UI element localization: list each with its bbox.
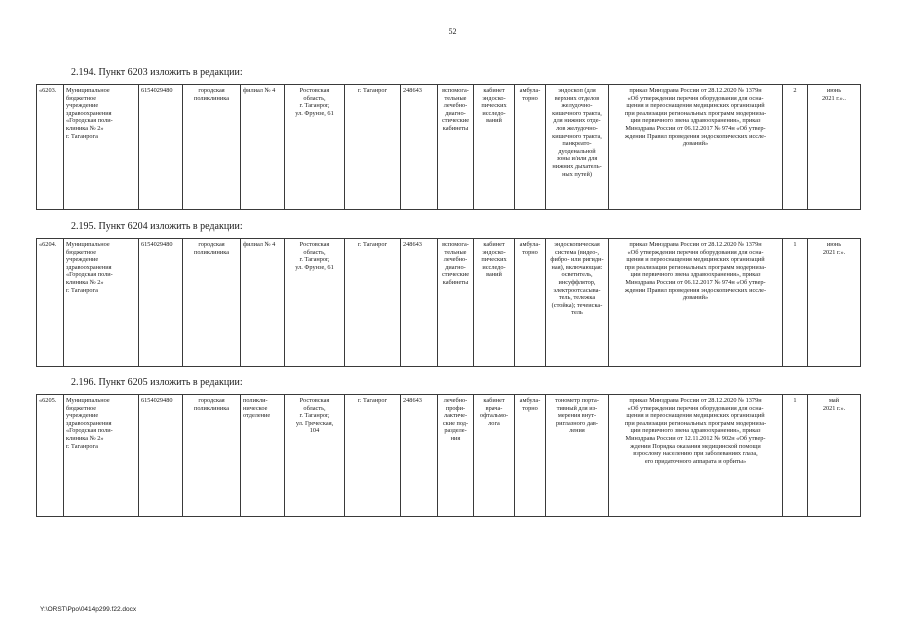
cell-org-line: бюджетное bbox=[66, 248, 96, 256]
cell-room-line: исследо- bbox=[482, 263, 506, 271]
cell-org-line: клиника № 2» bbox=[66, 278, 104, 286]
cell-dept-line: профи- bbox=[445, 404, 466, 412]
cell-org-line: учреждение bbox=[66, 412, 99, 420]
cell-org-line: «Городская поли- bbox=[66, 271, 113, 279]
cell-basis-line: Минздрава России от 06.12.2017 № 974н «Об утвер- bbox=[625, 278, 766, 286]
cell-dept-line: лактиче- bbox=[443, 412, 468, 420]
cell-basis-line: приказ Минздрава России от 28.12.2020 № 1379н bbox=[629, 87, 762, 94]
cell-basis-line: щения и переоснащения медицинских организаций bbox=[626, 256, 765, 264]
cell-equipment-line: желудочно- bbox=[561, 102, 593, 110]
cell-basis-line: ждении Правил проведения эндоскопических иссле- bbox=[624, 132, 767, 140]
cell-branch bbox=[241, 85, 285, 210]
cell-org-line: Муниципальное bbox=[66, 87, 110, 94]
cell-type-line: городская bbox=[198, 397, 225, 404]
cell-inn bbox=[139, 85, 183, 210]
cell-type bbox=[183, 395, 241, 517]
cell-code bbox=[401, 239, 438, 367]
section-heading-6204: 2.195. Пункт 6204 изложить в редакции: bbox=[71, 221, 243, 232]
cell-qty-line: 1 bbox=[793, 397, 797, 404]
cell-dept-line: кабинеты bbox=[442, 124, 469, 132]
cell-equipment-line: электроотсасыва- bbox=[553, 286, 601, 294]
cell-inn-line: 6154029480 bbox=[141, 397, 173, 404]
page-number: 52 bbox=[448, 27, 457, 36]
cell-num bbox=[37, 395, 64, 517]
cell-dept-line: лечебно- bbox=[443, 256, 468, 264]
cell-address bbox=[285, 85, 345, 210]
cell-equipment-line: фибро- или ригидн- bbox=[550, 256, 604, 264]
cell-org-line: учреждение bbox=[66, 256, 99, 264]
cell-org bbox=[64, 85, 139, 210]
cell-num bbox=[37, 239, 64, 367]
cell-room bbox=[474, 85, 515, 210]
section-heading-6205: 2.196. Пункт 6205 изложить в редакции: bbox=[71, 377, 243, 388]
cell-equipment-line: ления bbox=[569, 427, 585, 435]
cell-equipment bbox=[546, 85, 609, 210]
cell-org-line: «Городская поли- bbox=[66, 117, 113, 125]
cell-dept-line: тельные bbox=[444, 94, 467, 102]
cell-room-line: офтальмо- bbox=[479, 412, 509, 420]
cell-mode-line: амбула- bbox=[519, 397, 541, 404]
cell-org-line: Муниципальное bbox=[66, 397, 110, 404]
cell-dept bbox=[438, 85, 474, 210]
cell-equipment-line: тивный для из- bbox=[556, 404, 598, 412]
cell-date-line: 2021 г.». bbox=[822, 404, 846, 412]
cell-dept-line: диагно- bbox=[445, 109, 466, 117]
cell-dept-line: кабинеты bbox=[442, 278, 469, 286]
cell-basis-line: приказ Минздрава России от 28.12.2020 № 1379н bbox=[629, 241, 762, 248]
cell-basis bbox=[609, 395, 783, 517]
cell-code bbox=[401, 395, 438, 517]
cell-address-line: область, bbox=[303, 404, 326, 412]
cell-equipment-line: кишечного тракта, bbox=[552, 109, 602, 117]
cell-qty-line: 2 bbox=[793, 87, 797, 94]
cell-basis-line: щения и переоснащения медицинских организаций bbox=[626, 412, 765, 420]
cell-dept bbox=[438, 239, 474, 367]
cell-room bbox=[474, 239, 515, 367]
cell-basis-line: ждении Порядка оказания медицинской помощи bbox=[630, 442, 761, 450]
cell-city bbox=[345, 395, 401, 517]
cell-num bbox=[37, 85, 64, 210]
cell-org-line: г. Таганрога bbox=[66, 442, 98, 450]
cell-equipment-line: верхних отделов bbox=[554, 94, 600, 102]
table-row-6203 bbox=[36, 84, 861, 210]
cell-org-line: бюджетное bbox=[66, 404, 96, 412]
cell-dept-line: стические bbox=[441, 117, 470, 125]
cell-dept-line: диагно- bbox=[445, 263, 466, 271]
section-heading-6203: 2.194. Пункт 6203 изложить в редакции: bbox=[71, 67, 243, 78]
cell-mode-line: торно bbox=[522, 404, 538, 412]
cell-mode bbox=[515, 239, 546, 367]
file-path-footer: Y:\ORST\Ppo\0414p299.f22.docx bbox=[40, 606, 137, 613]
cell-branch bbox=[241, 395, 285, 517]
cell-room-line: ваний bbox=[486, 271, 502, 279]
cell-address-line: ул. Фрунзе, 61 bbox=[295, 109, 334, 117]
cell-org-line: Муниципальное bbox=[66, 241, 110, 248]
cell-type bbox=[183, 239, 241, 367]
cell-equipment-line: система (видео-, bbox=[554, 248, 600, 256]
cell-org bbox=[64, 395, 139, 517]
cell-address-line: Ростовская bbox=[299, 397, 330, 404]
cell-address-line: область, bbox=[303, 248, 326, 256]
cell-mode bbox=[515, 395, 546, 517]
cell-date bbox=[808, 239, 861, 367]
cell-org-line: г. Таганрога bbox=[66, 286, 98, 294]
cell-basis-line: «Об утверждении перечня оборудования для осна- bbox=[627, 248, 764, 256]
cell-address-line: г. Таганрог, bbox=[299, 102, 330, 110]
cell-num-line: «6203. bbox=[39, 87, 57, 94]
cell-basis-line: щения и переоснащения медицинских организаций bbox=[626, 102, 765, 110]
cell-mode bbox=[515, 85, 546, 210]
cell-equipment-line: инсуффлятор, bbox=[558, 278, 596, 286]
cell-equipment-line: (стойка); течеиска- bbox=[551, 301, 603, 309]
cell-basis-line: взрослому населению при заболеваниях глаза, bbox=[633, 450, 758, 458]
cell-basis bbox=[609, 239, 783, 367]
cell-branch-line: ническое bbox=[243, 404, 268, 412]
cell-basis-line: Минздрава России от 06.12.2017 № 974н «Об утвер- bbox=[625, 124, 766, 132]
cell-dept-line: ские под- bbox=[442, 419, 469, 427]
cell-basis-line: при реализации региональных программ модерниза- bbox=[624, 263, 767, 271]
cell-address-line: ул. Фрунзе, 61 bbox=[295, 263, 334, 271]
cell-dept-line: ния bbox=[450, 434, 461, 442]
cell-code-line: 248643 bbox=[403, 87, 422, 94]
cell-date-line: июнь bbox=[826, 241, 842, 248]
cell-room-line: эндоско- bbox=[482, 94, 506, 102]
cell-mode-line: амбула- bbox=[519, 241, 541, 248]
cell-basis-line: ции первичного звена здравоохранения», приказ bbox=[630, 117, 761, 125]
cell-type bbox=[183, 85, 241, 210]
cell-basis-line: «Об утверждении перечня оборудования для осна- bbox=[627, 94, 764, 102]
cell-dept-line: лечебно- bbox=[443, 102, 468, 110]
cell-basis bbox=[609, 85, 783, 210]
cell-date-line: май bbox=[828, 397, 840, 404]
cell-equipment-line: тонометр порта- bbox=[555, 397, 599, 404]
cell-dept bbox=[438, 395, 474, 517]
cell-date-line: 2021 г.». bbox=[822, 248, 846, 256]
cell-type-line: городская bbox=[198, 87, 225, 94]
cell-address-line: 104 bbox=[309, 427, 320, 435]
cell-dept-line: вспомога- bbox=[442, 87, 469, 94]
cell-num-line: «6205. bbox=[39, 397, 57, 404]
cell-inn bbox=[139, 395, 183, 517]
cell-equipment-line: дуоденальной bbox=[558, 147, 596, 155]
cell-address bbox=[285, 395, 345, 517]
cell-equipment-line: зоны и/или для bbox=[556, 155, 598, 163]
cell-equipment bbox=[546, 239, 609, 367]
cell-basis-line: при реализации региональных программ модерниза- bbox=[624, 419, 767, 427]
cell-org-line: учреждение bbox=[66, 102, 99, 110]
cell-address-line: г. Таганрог, bbox=[299, 256, 330, 264]
cell-room-line: исследо- bbox=[482, 109, 506, 117]
table-row bbox=[37, 395, 861, 517]
cell-city-line: г. Таганрог bbox=[357, 87, 388, 94]
cell-city bbox=[345, 239, 401, 367]
cell-org-line: здравоохранения bbox=[66, 263, 112, 271]
table-row-6205 bbox=[36, 394, 861, 517]
cell-inn bbox=[139, 239, 183, 367]
cell-mode-line: амбула- bbox=[519, 87, 541, 94]
cell-basis-line: ции первичного звена здравоохранения», приказ bbox=[630, 427, 761, 435]
cell-org-line: «Городская поли- bbox=[66, 427, 113, 435]
cell-room bbox=[474, 395, 515, 517]
table-row bbox=[37, 85, 861, 210]
cell-org-line: здравоохранения bbox=[66, 419, 112, 427]
cell-type-line: поликлиника bbox=[193, 404, 230, 412]
cell-type-line: поликлиника bbox=[193, 94, 230, 102]
cell-code-line: 248643 bbox=[403, 241, 422, 248]
cell-equipment-line: ная), включающая: bbox=[551, 263, 603, 271]
cell-branch-line: отделение bbox=[243, 412, 271, 420]
cell-equipment-line: кишечного тракта, bbox=[552, 132, 602, 140]
cell-basis-line: дований» bbox=[682, 294, 709, 302]
cell-type-line: поликлиника bbox=[193, 248, 230, 256]
cell-equipment-line: эндоскоп (для bbox=[558, 87, 596, 94]
cell-equipment-line: риглазного дав- bbox=[556, 419, 598, 427]
cell-equipment-line: осветитель, bbox=[561, 271, 593, 279]
cell-branch-line: филиал № 4 bbox=[243, 87, 276, 94]
cell-equipment-line: нижних дыхатель- bbox=[552, 162, 602, 170]
cell-address-line: область, bbox=[303, 94, 326, 102]
cell-qty bbox=[783, 239, 808, 367]
cell-equipment-line: мерения внут- bbox=[557, 412, 597, 420]
cell-equipment-line: ных путей) bbox=[562, 170, 592, 178]
cell-address-line: ул. Греческая, bbox=[295, 419, 334, 427]
cell-dept-line: тельные bbox=[444, 248, 467, 256]
cell-equipment bbox=[546, 395, 609, 517]
cell-room-line: эндоско- bbox=[482, 248, 506, 256]
cell-code bbox=[401, 85, 438, 210]
cell-room-line: пических bbox=[481, 256, 507, 264]
cell-org bbox=[64, 239, 139, 367]
cell-room-line: лога bbox=[488, 419, 500, 427]
cell-date-line: 2021 г.».. bbox=[822, 94, 846, 102]
table-row bbox=[37, 239, 861, 367]
cell-org-line: клиника № 2» bbox=[66, 124, 104, 132]
cell-room-line: кабинет bbox=[483, 397, 505, 404]
cell-branch-line: филиал № 4 bbox=[243, 241, 276, 248]
cell-dept-line: лечебно- bbox=[443, 397, 468, 404]
cell-room-line: кабинет bbox=[483, 87, 505, 94]
cell-city-line: г. Таганрог bbox=[357, 241, 388, 248]
cell-org-line: клиника № 2» bbox=[66, 434, 104, 442]
cell-equipment-line: панкреато- bbox=[562, 140, 592, 148]
cell-city-line: г. Таганрог bbox=[357, 397, 388, 404]
cell-city bbox=[345, 85, 401, 210]
table-row-6204 bbox=[36, 238, 861, 367]
cell-basis-line: «Об утверждении перечня оборудования для осна- bbox=[627, 404, 764, 412]
cell-num-line: «6204. bbox=[39, 241, 57, 248]
cell-org-line: бюджетное bbox=[66, 94, 96, 102]
cell-date bbox=[808, 395, 861, 517]
cell-date bbox=[808, 85, 861, 210]
cell-branch bbox=[241, 239, 285, 367]
cell-basis-line: ции первичного звена здравоохранения», приказ bbox=[630, 271, 761, 279]
cell-basis-line: дований» bbox=[682, 140, 709, 148]
cell-dept-line: стические bbox=[441, 271, 470, 279]
cell-equipment-line: эндоскопическая bbox=[554, 241, 600, 248]
cell-equipment-line: тель, тележка bbox=[558, 294, 596, 302]
cell-date-line: июнь bbox=[826, 87, 842, 94]
cell-room-line: врача- bbox=[485, 404, 503, 412]
cell-branch-line: поликли- bbox=[243, 397, 268, 404]
cell-equipment-line: тель bbox=[571, 309, 583, 317]
cell-mode-line: торно bbox=[522, 94, 538, 102]
cell-equipment-line: для нижних отде- bbox=[553, 117, 601, 125]
cell-inn-line: 6154029480 bbox=[141, 241, 173, 248]
cell-equipment-line: лов желудочно- bbox=[556, 124, 598, 132]
cell-room-line: ваний bbox=[486, 117, 502, 125]
cell-qty-line: 1 bbox=[793, 241, 797, 248]
cell-dept-line: вспомога- bbox=[442, 241, 469, 248]
cell-qty bbox=[783, 85, 808, 210]
cell-org-line: г. Таганрога bbox=[66, 132, 98, 140]
cell-mode-line: торно bbox=[522, 248, 538, 256]
cell-basis-line: его придаточного аппарата и орбиты» bbox=[644, 457, 747, 465]
cell-basis-line: приказ Минздрава России от 28.12.2020 № 1379н bbox=[629, 397, 762, 404]
cell-qty bbox=[783, 395, 808, 517]
cell-org-line: здравоохранения bbox=[66, 109, 112, 117]
cell-address bbox=[285, 239, 345, 367]
cell-inn-line: 6154029480 bbox=[141, 87, 173, 94]
cell-room-line: кабинет bbox=[483, 241, 505, 248]
cell-basis-line: при реализации региональных программ модерниза- bbox=[624, 109, 767, 117]
cell-basis-line: ждении Правил проведения эндоскопических иссле- bbox=[624, 286, 767, 294]
cell-address-line: г. Таганрог, bbox=[299, 412, 330, 420]
cell-dept-line: разделе- bbox=[444, 427, 467, 435]
cell-room-line: пических bbox=[481, 102, 507, 110]
cell-address-line: Ростовская bbox=[299, 87, 330, 94]
cell-address-line: Ростовская bbox=[299, 241, 330, 248]
cell-basis-line: Минздрава России от 12.11.2012 № 902н «Об утвер- bbox=[625, 434, 766, 442]
cell-type-line: городская bbox=[198, 241, 225, 248]
cell-code-line: 248643 bbox=[403, 397, 422, 404]
